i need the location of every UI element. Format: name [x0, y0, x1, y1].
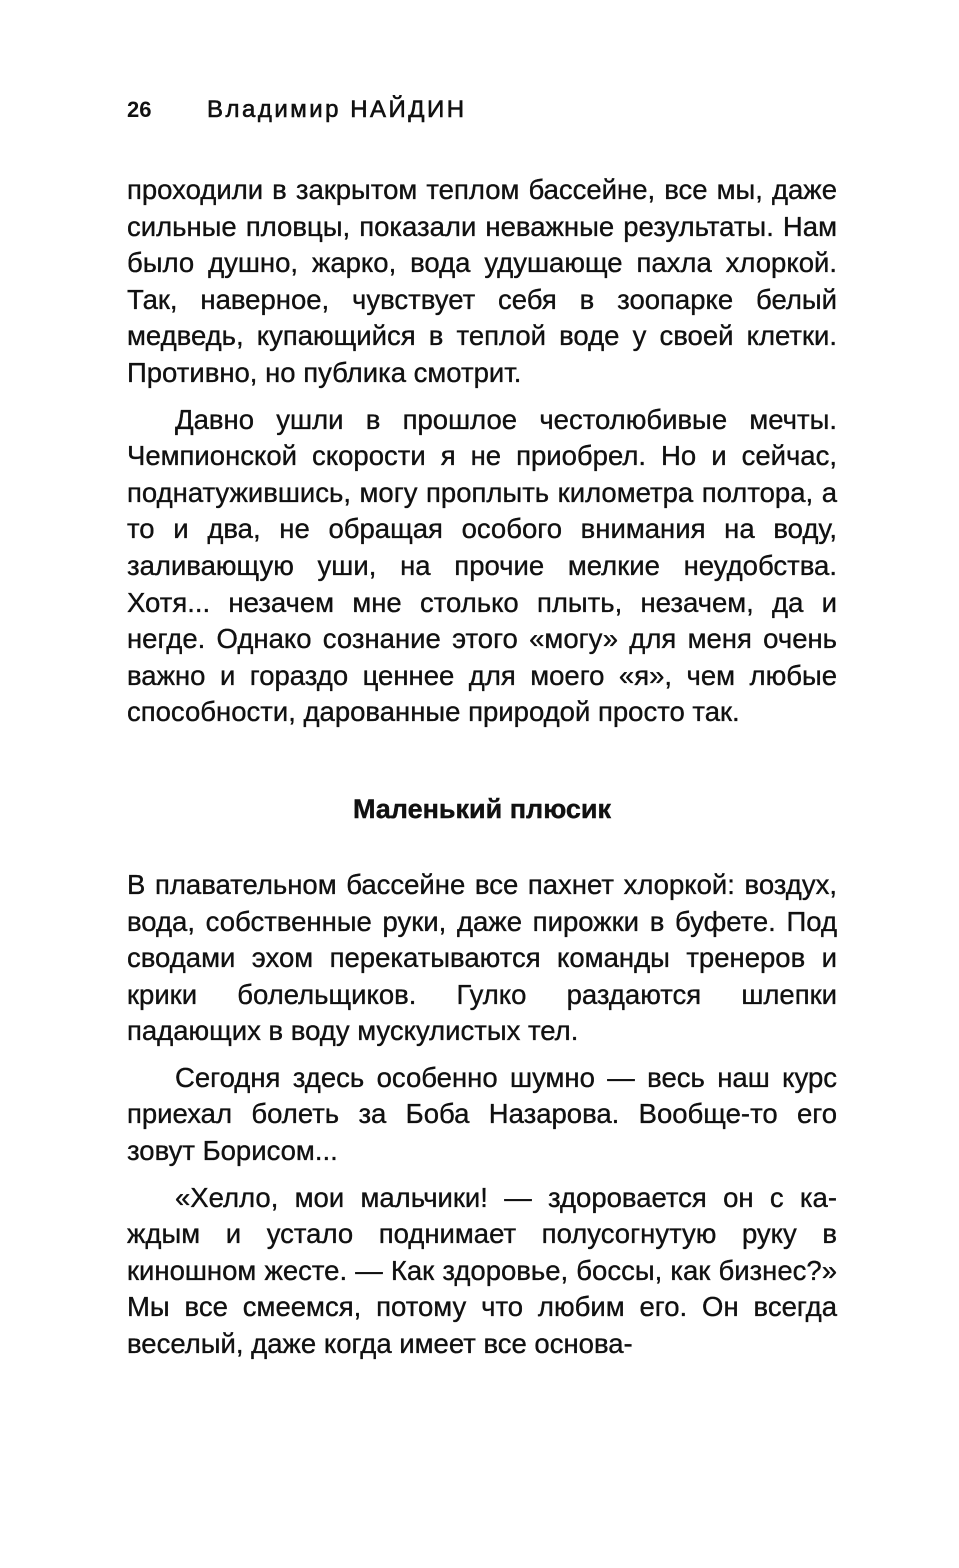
section-continued-text: [127, 172, 837, 731]
paragraph: Давно ушли в прошлое честолюбивые мечты. Чемпионской скорости я не приобрел. Но и сейчас, поднатужившись, могу проплыть километра полтора, а то и два, не обращая особого внимания на воду, заливающую уши, на прочие мелкие неудобства. Хотя... незачем мне столько плыть, незачем, да и негде. Однако сознание этого «могу» для меня очень важно и гораздо ценнее для моего «я», чем любые способности, дарованные природой просто так.: [127, 403, 837, 728]
running-header: [127, 96, 837, 136]
book-page: [127, 96, 837, 1363]
section-text: [127, 867, 837, 1363]
running-author: Владимир НАЙДИН: [207, 96, 467, 123]
page-number: 26: [127, 97, 152, 122]
paragraph: Сегодня здесь особенно шумно — весь наш курс приехал болеть за Боба Назарова. Вообще-то его зовут Борисом...: [127, 1061, 837, 1167]
paragraph: проходили в закрытом теплом бассейне, все мы, даже сильные пловцы, показали неважные результаты. Нам было душно, жарко, вода удушающе пахла хлоркой. Так, наверное, чувствует себя в зоопарке белый медведь, купающийся в теплой воде у своей клетки. Противно, но публика смотрит.: [127, 174, 837, 388]
paragraph: В плавательном бассейне все пахнет хлоркой: воздух, вода, собственные руки, даже пирожки в буфете. Под сводами эхом перекатываются команды тренеров и крики болельщиков. Гулко раздаются шлепки падающих в воду мускулистых тел.: [127, 868, 837, 1047]
section-heading: Маленький плюсик: [352, 793, 612, 824]
paragraph: «Хелло, мои мальчики! — здоровается он с каждым и устало поднимает полусогнутую руку в киношном жесте. — Как здоровье, боссы, как бизнес?» Мы все смеемся, потому что любим его. Он всегда веселый, даже когда имеет все основа-: [127, 1181, 837, 1360]
